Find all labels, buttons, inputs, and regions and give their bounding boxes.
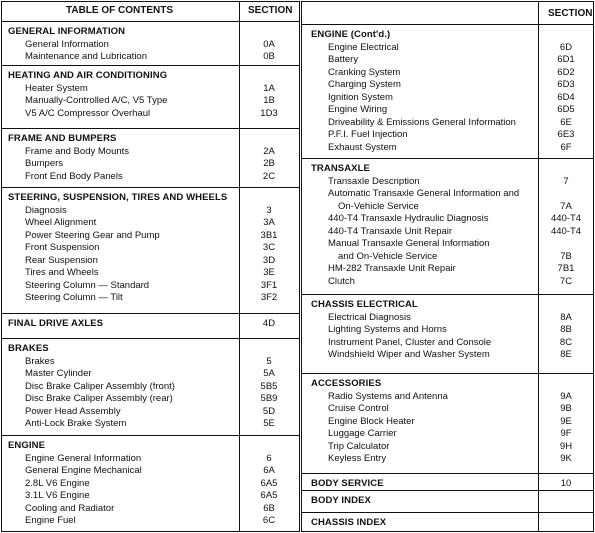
right-entry-code: 7B [560,250,572,262]
section-heading-right: SECTION [548,8,593,19]
right-entry: Keyless Entry [328,453,387,464]
right-entry-code: 7 [563,175,569,187]
right-entry-code: 7A [560,200,572,212]
left-entry-code: 1D3 [260,107,278,119]
right-entry: Cruise Control [328,403,389,414]
right-entry-code: 8B [560,324,572,335]
right-entry-code: 7B1 [557,263,575,274]
left-entry: Front End Body Panels [25,170,123,182]
left-entry: 3.1L V6 Engine [25,490,90,501]
left-entry-code: 6C [262,515,276,526]
right-entry-code: 9K [560,453,572,464]
right-entry: Clutch [328,275,355,287]
right-entry-code: 6D1 [557,54,575,65]
right-entry-code: 6E3 [557,129,575,140]
right-entry: Electrical Diagnosis [328,311,411,323]
right-entry-code: 440-T4 [550,213,582,224]
left-entry: Heater System [25,82,88,94]
right-group-title: ENGINE (Cont'd.) [311,29,391,40]
left-entry: Engine General Information [25,452,142,464]
left-entry-code: 5B5 [260,380,278,392]
left-entry-code: 5D [262,405,276,417]
right-entry: Radio Systems and Antenna [328,390,448,402]
left-header-rule [1,21,300,22]
left-entry: 2.8L V6 Engine [25,477,90,489]
left-entry: Frame and Body Mounts [25,145,130,157]
right-entry-code: 440-T4 [550,225,582,237]
right-group-rule [301,158,594,159]
right-entry: Driveability & Emissions General Information [328,116,516,128]
right-entry: Ignition System [328,91,393,103]
right-entry: 440-T4 Transaxle Hydraulic Diagnosis [328,213,489,224]
right-entry-code: 9E [560,415,572,427]
right-group-rule [301,373,594,374]
right-entry-code: 6D [559,41,573,53]
right-group-title: TRANSAXLE [311,163,370,174]
right-entry-code: 6D3 [557,79,575,90]
right-entry-code: 8A [560,311,572,323]
left-entry-code: 3F2 [260,292,278,303]
right-group-rule [301,294,594,295]
right-entry: Exhaust System [328,141,397,153]
left-group-rule [1,313,300,314]
right-entry: Charging System [328,79,401,90]
right-entry: HM-282 Transaxle Unit Repair [328,263,456,274]
left-group-title: STEERING, SUSPENSION, TIRES AND WHEELS [8,192,228,203]
left-entry-code: 3F1 [260,279,278,291]
right-entry: Engine Wiring [328,104,388,115]
left-entry-code: 0B [263,51,275,62]
right-entry-code: 8C [559,336,573,348]
right-header-rule [301,24,594,25]
right-entry: Lighting Systems and Horns [328,324,447,335]
right-entry: Transaxle Description [328,175,420,187]
left-group-rule [1,187,300,188]
right-entry: On-Vehicle Service [338,200,419,212]
right-group-rule [301,473,594,474]
left-entry: Steering Column — Tilt [25,292,123,303]
right-entry: Manual Transaxle General Information [328,238,490,249]
left-entry: Front Suspension [25,242,100,253]
left-group-title: FRAME AND BUMPERS [8,133,117,144]
left-entry-code: 3D [262,254,276,266]
left-entry: Bumpers [25,158,64,169]
right-entry-code: 6E [560,116,572,128]
left-group-title: BRAKES [8,343,49,354]
right-entry: Luggage Carrier [328,428,397,439]
right-entry-code: 9H [559,440,573,452]
right-entry: Instrument Panel, Cluster and Console [328,336,492,348]
left-group-rule [1,435,300,436]
left-entry-code: 6B [263,502,275,514]
left-group-title: ENGINE [8,440,46,451]
right-group-title: BODY SERVICE [311,478,384,489]
left-entry: Cooling and Radiator [25,502,115,514]
left-group-rule [1,338,300,339]
left-entry-code: 0A [263,38,275,50]
left-entry: General Information [25,38,109,50]
left-entry-code: 5 [266,355,272,367]
toc-heading: TABLE OF CONTENTS [66,5,174,16]
left-entry: Rear Suspension [25,254,98,266]
left-entry: Power Steering Gear and Pump [25,229,160,241]
left-entry: Power Head Assembly [25,405,121,417]
left-group-rule [1,65,300,66]
left-entry: V5 A/C Compressor Overhaul [25,107,151,119]
right-entry: Battery [328,54,359,65]
right-group-rule [301,512,594,513]
right-entry-code: 6D4 [557,91,575,103]
left-entry: Manually-Controlled A/C, V5 Type [25,95,168,106]
right-group-title: ACCESSORIES [311,378,382,389]
right-entry-code: 8E [560,349,572,360]
right-group-title: CHASSIS ELECTRICAL [311,299,418,310]
right-entry-code: 9A [560,390,572,402]
left-entry-code: 3 [266,204,272,216]
left-entry-code: 6A5 [260,477,278,489]
right-entry: Engine Block Heater [328,415,415,427]
right-entry: Automatic Transaxle General Information and [328,188,520,199]
left-entry: General Engine Mechanical [25,465,142,476]
left-entry-code: 3B1 [260,229,278,241]
right-entry: Cranking System [328,66,401,78]
left-entry: Disc Brake Caliper Assembly (rear) [25,393,173,404]
left-entry-code: 1B [263,95,275,106]
left-entry-code: 1A [263,82,275,94]
left-entry: Engine Fuel [25,515,76,526]
right-entry-code: 7C [559,275,573,287]
left-entry-code: 6A5 [260,490,278,501]
right-entry: Engine Electrical [328,41,399,53]
right-entry: 440-T4 Transaxle Unit Repair [328,225,453,237]
left-group-rule [1,128,300,129]
left-entry-code: 3A [263,217,275,228]
left-group-title: GENERAL INFORMATION [8,26,126,37]
right-entry-code: 9B [560,403,572,414]
left-entry: Brakes [25,355,55,367]
section-heading-left: SECTION [248,5,293,16]
right-entry: and On-Vehicle Service [338,250,438,262]
left-entry: Diagnosis [25,204,67,216]
right-group-rule [301,490,594,491]
right-entry-code: 9F [560,428,572,439]
left-entry-code: 3C [262,242,276,253]
right-entry: Windshield Wiper and Washer System [328,349,490,360]
left-entry: Maintenance and Lubrication [25,51,148,62]
right-group-title: BODY INDEX [311,495,371,506]
left-entry-code: 5B9 [260,393,278,404]
left-entry-code: 3E [263,267,275,278]
left-entry: Disc Brake Caliper Assembly (front) [25,380,175,392]
left-entry-code: 5E [263,418,275,429]
left-entry: Wheel Alignment [25,217,97,228]
right-group-code: 10 [560,478,572,489]
left-entry: Tires and Wheels [25,267,99,278]
left-entry: Master Cylinder [25,368,92,379]
right-entry: Trip Calculator [328,440,390,452]
right-entry-code: 6D2 [557,66,575,78]
right-entry-code: 6F [560,141,572,153]
left-group-title: FINAL DRIVE AXLES [8,318,104,329]
right-entry: P.F.I. Fuel Injection [328,129,408,140]
left-group-code: 4D [262,318,276,329]
left-entry-code: 2A [263,145,275,157]
right-group-title: CHASSIS INDEX [311,517,387,528]
left-group-title: HEATING AND AIR CONDITIONING [8,70,168,81]
left-entry-code: 2B [263,158,275,169]
left-entry: Steering Column — Standard [25,279,150,291]
right-entry-code: 6D5 [557,104,575,115]
left-entry-code: 5A [263,368,275,379]
left-entry-code: 6 [266,452,272,464]
left-entry-code: 6A [263,465,275,476]
left-entry-code: 2C [262,170,276,182]
left-entry: Anti-Lock Brake System [25,418,127,429]
